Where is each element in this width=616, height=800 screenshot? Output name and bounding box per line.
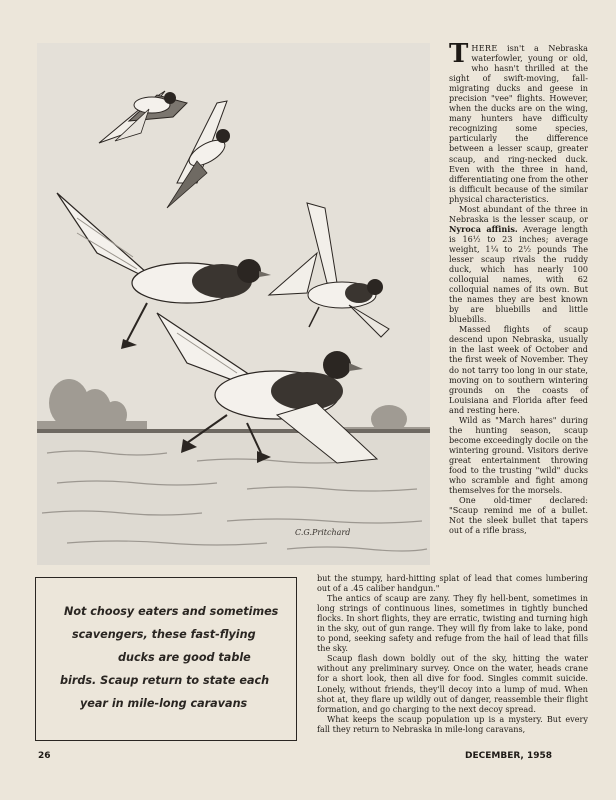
article-paragraph-continued: but the stumpy, hard-hitting splat of lead that comes lumbering out of a .45 caliber handgun." [317,573,588,594]
caption-line: year in mile-long caravans [80,697,248,710]
duck-painting [37,43,430,565]
paragraph-text: Most abundant of the three in Nebraska is the lesser scaup, or [449,203,588,224]
caption-line: Not choosy eaters and sometimes [64,605,278,618]
article-paragraph-intro [449,39,588,204]
caption-line: ducks are good table [118,651,251,664]
article-paragraph: Scaup flash down boldly out of the sky, hitting the water without any preliminary survey. Once on the water, heads crane for a short look, then all dive for food. Singles commit suicide. Lonely, without friends, they'll decoy into a lump of mud. When shot at, they flare up wildly out of danger, reassemble their flight formation, and go charging to the next decoy spread. [317,653,588,714]
caption-line: birds. Scaup return to state each [60,674,270,687]
article-paragraph [449,204,588,325]
issue-date: DECEMBER, 1958 [465,751,553,761]
artist-signature: C.G.Pritchard [295,528,351,537]
article-paragraph: Massed flights of scaup descend upon Nebraska, usually in the last week of October and the first week of November. They do not tarry too long in our state, moving on to southern wintering grounds on the coasts of Louisiana and Florida after feed and resting here. [449,324,588,415]
drop-cap: T [449,39,469,69]
article-column-wide [317,573,588,734]
article-paragraph: What keeps the scaup population up is a mystery. But every fall they return to Nebraska in mile-long caravans, [317,713,588,734]
caption-box [35,577,297,741]
article-paragraph: The antics of scaup are zany. They fly hell-bent, sometimes in long strings of continuous lines, sometimes in tightly bunched flocks. In short flights, they are erratic, twisting and turning high in the sky, out of gun range. They will fly from lake to lake, pond to pond, seeking safety and refuge from the hail of lead that fills the sky. [317,593,588,654]
intro-text: isn't a Nebraska waterfowler, young or old, who hasn't thrilled at the sight of swift-moving, fall-migrating ducks and geese in precision "vee" flights. However, when the ducks are on the wing, many hunters have difficulty recognizing some species, particularly the difference between a lesser scaup, greater scaup, and ring-necked duck. Even with the three in hand, differentiating one from the other is difficult because of the similar physical characteristics. [449,43,588,204]
paragraph-text: Average length is 16½ to 23 inches; average weight, 1¼ to 2½ pounds The lesser scaup rivals the ruddy duck, which has nearly 100 colloquial names, with 62 colloquial names of its own. But the names they are best known by are bluebills and little bluebills. [449,223,588,325]
caption-line: scavengers, these fast-flying [72,628,256,641]
article-paragraph: One old-timer declared: "Scaup remind me of a bullet. Not the sleek bullet that tapers out of a rifle brass, [449,495,588,536]
species-name: Nyroca affinis. [449,223,518,234]
horizon [37,429,430,433]
intro-smallcaps: HERE [471,43,498,53]
article-column-narrow [449,39,588,536]
scaup-illustration [37,43,430,565]
article-paragraph: Wild as "March hares" during the hunting season, scaup become exceedingly docile on the wintering ground. Visitors derive great entertainment throwing food to the trusting "wild" ducks who scramble and fight among themselves for the morsels. [449,414,588,496]
page-number: 26 [38,751,51,761]
